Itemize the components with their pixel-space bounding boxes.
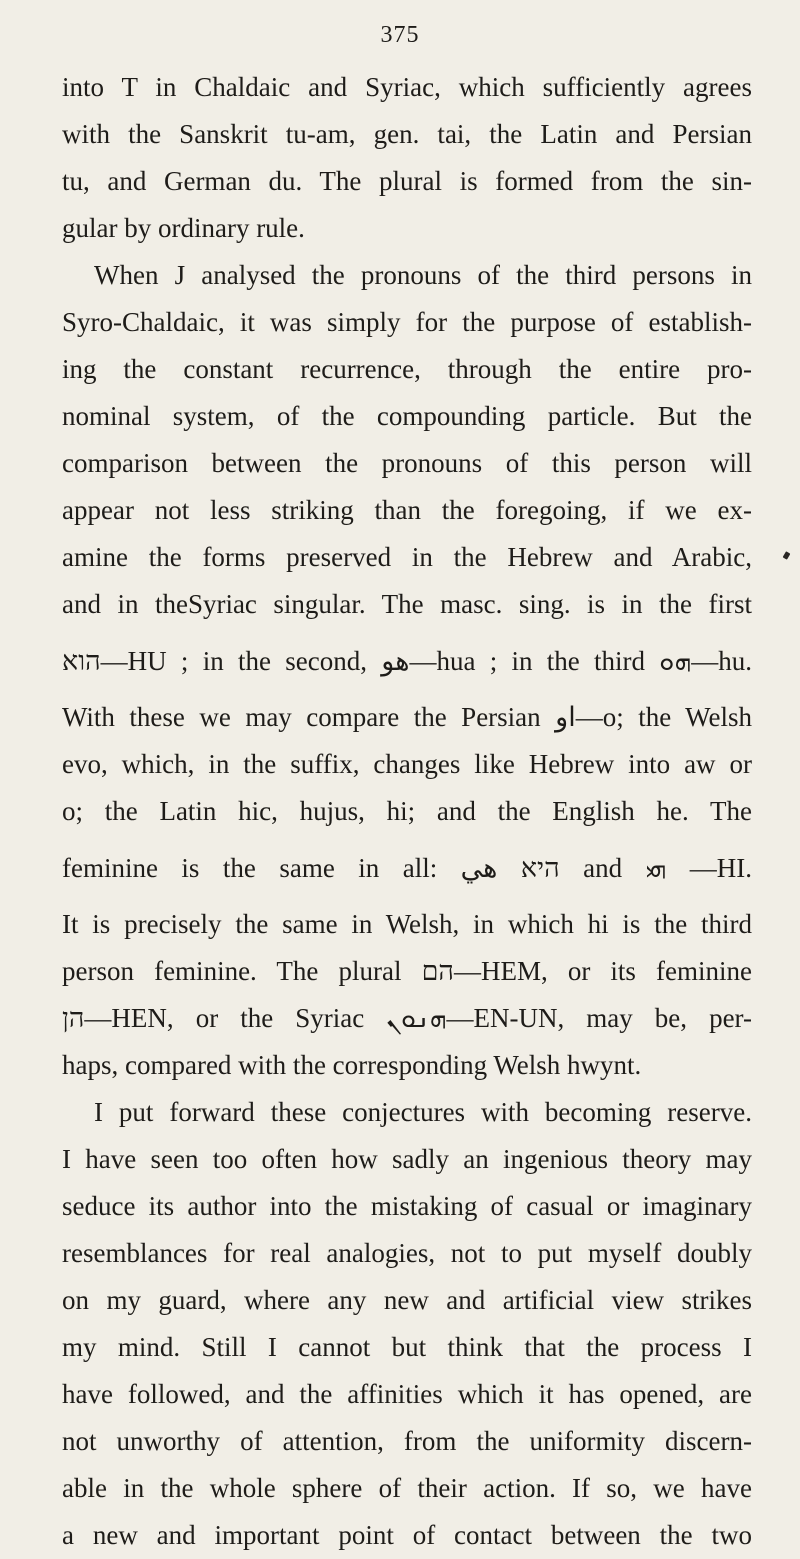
text-line: tu, and German du. The plural is formed from the sin-	[62, 166, 752, 196]
text-line: on my guard, where any new and artificial view strikes	[62, 1285, 752, 1315]
text-line: and in theSyriac singular. The masc. sing. is in the first	[62, 589, 752, 619]
text-line-with-script: הוא—HU ; in the second, هو—hua ; in the third ܗܘ—hu.	[62, 646, 752, 676]
text-line: I have seen too often how sadly an ingenious theory may	[62, 1144, 752, 1174]
text-line: amine the forms preserved in the Hebrew and Arabic,	[62, 542, 752, 572]
body-text	[62, 64, 752, 1559]
text-line: have followed, and the affinities which it has opened, are	[62, 1379, 752, 1409]
text-line: appear not less striking than the foregoing, if we ex-	[62, 495, 752, 525]
text-line: Syro-Chaldaic, it was simply for the purpose of establish-	[62, 307, 752, 337]
text-line: evo, which, in the suffix, changes like Hebrew into aw or	[62, 749, 752, 779]
text-line: into T in Chaldaic and Syriac, which sufficiently agrees	[62, 72, 752, 102]
text-line: nominal system, of the compounding particle. But the	[62, 401, 752, 431]
text-line: my mind. Still I cannot but think that the process I	[62, 1332, 752, 1362]
text-line-with-script: With these we may compare the Persian او—o; the Welsh	[62, 702, 752, 732]
text-line-with-script: feminine is the same in all: היא هي and ܗܝ —HI.	[62, 853, 752, 883]
text-line: with the Sanskrit tu-am, gen. tai, the Latin and Persian	[62, 119, 752, 149]
margin-speck	[783, 551, 791, 560]
text-line: a new and important point of contact between the two	[62, 1520, 752, 1550]
text-line: haps, compared with the corresponding Welsh hwynt.	[62, 1050, 642, 1080]
text-line-with-script: הן—HEN, or the Syriac ܗܢܘܢ—EN-UN, may be, per-	[62, 1003, 752, 1033]
text-line: o; the Latin hic, hujus, hi; and the English he. The	[62, 796, 752, 826]
text-line-with-script: person feminine. The plural הם—HEM, or its feminine	[62, 956, 752, 986]
text-line: resemblances for real analogies, not to put myself doubly	[62, 1238, 752, 1268]
text-line: gular by ordinary rule.	[62, 213, 305, 243]
text-line: ing the constant recurrence, through the entire pro-	[62, 354, 752, 384]
paragraph-start-line: When J analysed the pronouns of the third persons in	[94, 260, 752, 290]
text-line: It is precisely the same in Welsh, in which hi is the third	[62, 909, 752, 939]
page-number: 375	[380, 22, 420, 48]
text-line: comparison between the pronouns of this person will	[62, 448, 752, 478]
text-line: able in the whole sphere of their action. If so, we have	[62, 1473, 752, 1503]
paragraph-start-line: I put forward these conjectures with becoming reserve.	[94, 1097, 752, 1127]
text-line: seduce its author into the mistaking of casual or imaginary	[62, 1191, 752, 1221]
text-line: not unworthy of attention, from the uniformity discern-	[62, 1426, 752, 1456]
